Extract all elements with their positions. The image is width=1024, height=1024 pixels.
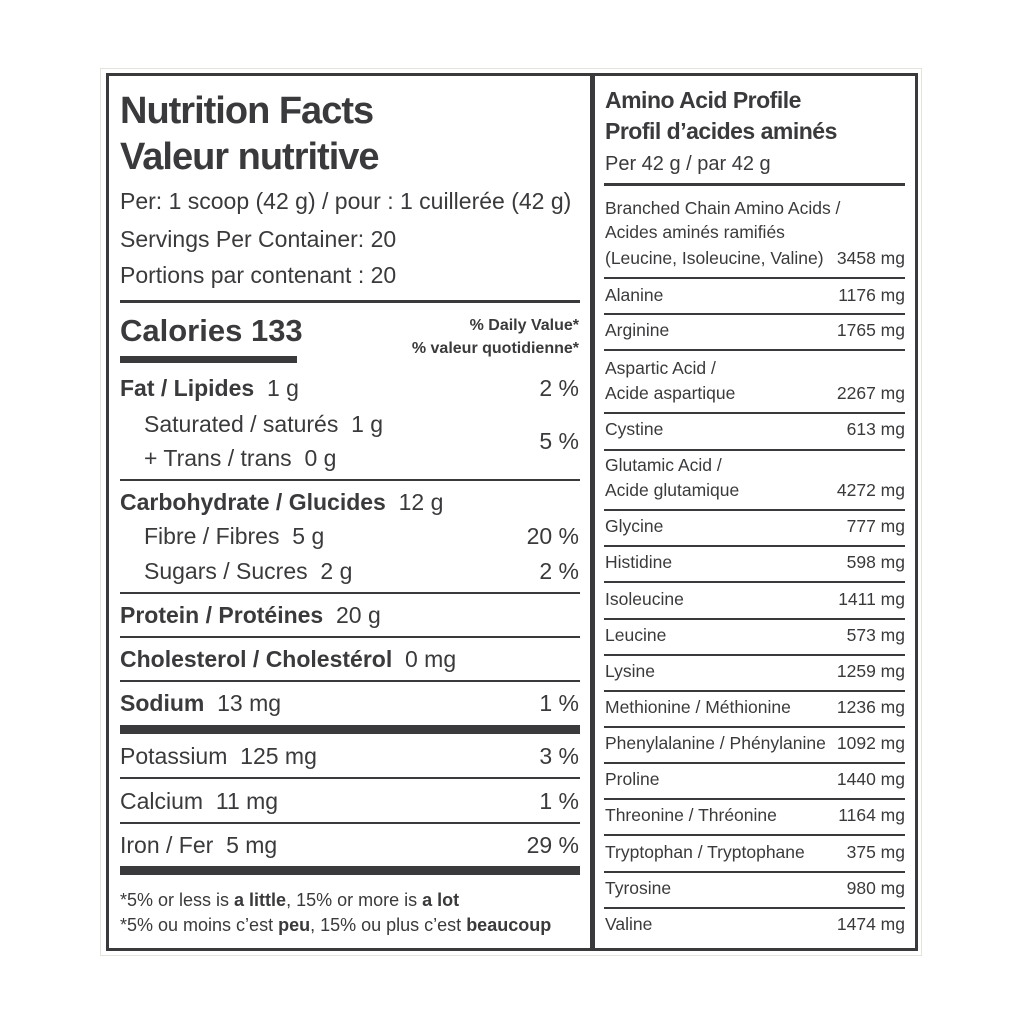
valine-label: Valine bbox=[605, 914, 653, 934]
potassium-amount: 125 mg bbox=[240, 743, 317, 769]
methionine-value: 1236 mg bbox=[836, 697, 905, 717]
saturated-label: Saturated / saturés bbox=[144, 411, 339, 437]
sat-trans-dv: 5 % bbox=[539, 428, 579, 454]
divider bbox=[604, 690, 905, 692]
nutrition-facts-title: Nutrition Facts bbox=[120, 90, 374, 132]
footnote-emphasis: peu bbox=[278, 915, 311, 935]
arginine-value: 1765 mg bbox=[836, 320, 905, 340]
divider bbox=[120, 680, 580, 682]
glutamic-value: 4272 mg bbox=[836, 480, 905, 500]
leucine-label: Leucine bbox=[605, 625, 667, 645]
lysine-value: 1259 mg bbox=[836, 661, 905, 681]
divider bbox=[604, 509, 905, 511]
methionine-label: Methionine / Méthionine bbox=[605, 697, 791, 717]
footnote-text: , 15% or more is bbox=[286, 890, 423, 910]
calcium-dv: 1 % bbox=[539, 788, 579, 814]
protein-amount: 20 g bbox=[336, 602, 381, 628]
histidine-value: 598 mg bbox=[846, 552, 905, 572]
tyrosine-value: 980 mg bbox=[846, 878, 905, 898]
aspartic-line1: Aspartic Acid / bbox=[605, 358, 716, 378]
iron-amount: 5 mg bbox=[226, 832, 278, 858]
sodium-row bbox=[120, 692, 281, 715]
divider bbox=[604, 349, 905, 351]
phenylalanine-value: 1092 mg bbox=[836, 733, 905, 753]
bcaa-line1: Branched Chain Amino Acids / bbox=[605, 198, 841, 218]
divider bbox=[120, 592, 580, 594]
divider bbox=[604, 545, 905, 547]
footnote-emphasis: a little bbox=[234, 890, 287, 910]
carbohydrate-label: Carbohydrate / Glucides bbox=[120, 489, 386, 515]
divider bbox=[604, 581, 905, 583]
calcium-row bbox=[120, 790, 278, 813]
glycine-value: 777 mg bbox=[846, 516, 905, 536]
threonine-label: Threonine / Thréonine bbox=[605, 805, 777, 825]
iron-row bbox=[120, 834, 277, 857]
tryptophan-label: Tryptophan / Tryptophane bbox=[605, 842, 805, 862]
tyrosine-label: Tyrosine bbox=[605, 878, 672, 898]
trans-label: + Trans / trans bbox=[144, 445, 292, 471]
thick-divider bbox=[120, 725, 580, 734]
sugars-dv: 2 % bbox=[539, 558, 579, 584]
divider bbox=[604, 449, 905, 451]
footnote-emphasis: beaucoup bbox=[466, 915, 552, 935]
leucine-value: 573 mg bbox=[846, 625, 905, 645]
fat-amount: 1 g bbox=[266, 375, 299, 401]
saturated-amount: 1 g bbox=[351, 411, 384, 437]
footnote-text: *5% ou moins c’est bbox=[120, 915, 279, 935]
sodium-label: Sodium bbox=[120, 690, 205, 716]
cystine-value: 613 mg bbox=[846, 419, 905, 439]
amino-per: Per 42 g / par 42 g bbox=[605, 153, 771, 175]
trans-amount: 0 g bbox=[304, 445, 337, 471]
glycine-label: Glycine bbox=[605, 516, 664, 536]
fibre-row bbox=[144, 525, 324, 548]
sugars-row bbox=[144, 560, 352, 583]
proline-value: 1440 mg bbox=[836, 769, 905, 789]
bcaa-line3: (Leucine, Isoleucine, Valine) bbox=[605, 248, 824, 268]
footnote-text: *5% or less is bbox=[120, 890, 235, 910]
fat-dv: 2 % bbox=[539, 375, 579, 401]
divider bbox=[604, 313, 905, 315]
phenylalanine-label: Phenylalanine / Phénylanine bbox=[605, 733, 826, 753]
proline-label: Proline bbox=[605, 769, 660, 789]
protein-label: Protein / Protéines bbox=[120, 602, 324, 628]
portions-par-contenant: Portions par contenant : 20 bbox=[120, 262, 397, 288]
fibre-amount: 5 g bbox=[292, 523, 325, 549]
daily-value-en: % Daily Value* bbox=[469, 317, 579, 334]
divider bbox=[604, 907, 905, 909]
sugars-label: Sugars / Sucres bbox=[144, 558, 308, 584]
serving-size: Per: 1 scoop (42 g) / pour : 1 cuillerée (42 g) bbox=[120, 188, 572, 214]
footnote-text: , 15% ou plus c’est bbox=[310, 915, 467, 935]
divider bbox=[604, 277, 905, 279]
iron-dv: 29 % bbox=[526, 832, 579, 858]
isoleucine-value: 1411 mg bbox=[838, 589, 905, 609]
arginine-label: Arginine bbox=[605, 320, 670, 340]
lysine-label: Lysine bbox=[605, 661, 655, 681]
bcaa-value: 3458 mg bbox=[836, 248, 905, 268]
divider bbox=[604, 871, 905, 873]
calories-underline bbox=[120, 356, 297, 363]
cystine-label: Cystine bbox=[605, 419, 664, 439]
aspartic-value: 2267 mg bbox=[836, 383, 905, 403]
potassium-row bbox=[120, 745, 317, 768]
divider bbox=[604, 762, 905, 764]
alanine-value: 1176 mg bbox=[838, 285, 905, 305]
protein-row bbox=[120, 604, 381, 627]
divider bbox=[120, 822, 580, 824]
histidine-label: Histidine bbox=[605, 552, 673, 572]
footnote-fr bbox=[120, 916, 551, 934]
divider bbox=[604, 412, 905, 414]
footnote-emphasis: a lot bbox=[422, 890, 460, 910]
amino-acid-title: Amino Acid Profile bbox=[605, 87, 801, 113]
divider bbox=[604, 183, 905, 186]
trans-row bbox=[144, 447, 336, 470]
divider bbox=[604, 726, 905, 728]
glutamic-line1: Glutamic Acid / bbox=[605, 455, 722, 475]
divider bbox=[120, 777, 580, 779]
cholesterol-label: Cholesterol / Cholestérol bbox=[120, 646, 393, 672]
tryptophan-value: 375 mg bbox=[846, 842, 905, 862]
sodium-amount: 13 mg bbox=[217, 690, 282, 716]
profil-acides-title: Profil d’acides aminés bbox=[605, 118, 837, 144]
glutamic-line2: Acide glutamique bbox=[605, 480, 740, 500]
divider bbox=[120, 479, 580, 481]
potassium-dv: 3 % bbox=[539, 743, 579, 769]
carbohydrate-amount: 12 g bbox=[398, 489, 444, 515]
divider bbox=[604, 834, 905, 836]
fat-row bbox=[120, 377, 299, 400]
threonine-value: 1164 mg bbox=[838, 805, 905, 825]
footnote-en bbox=[120, 891, 459, 909]
saturated-row bbox=[144, 413, 383, 436]
divider bbox=[604, 654, 905, 656]
divider bbox=[120, 300, 580, 303]
thick-divider bbox=[120, 866, 580, 875]
fibre-dv: 20 % bbox=[526, 523, 579, 549]
calcium-amount: 11 mg bbox=[215, 788, 279, 814]
aspartic-line2: Acide aspartique bbox=[605, 383, 736, 403]
fat-label: Fat / Lipides bbox=[120, 375, 255, 401]
carbohydrate-row bbox=[120, 491, 443, 514]
bcaa-line2: Acides aminés ramifiés bbox=[605, 222, 785, 242]
daily-value-fr: % valeur quotidienne* bbox=[411, 340, 579, 357]
cholesterol-amount: 0 mg bbox=[405, 646, 457, 672]
divider bbox=[604, 618, 905, 620]
divider bbox=[120, 636, 580, 638]
potassium-label: Potassium bbox=[120, 743, 228, 769]
valeur-nutritive-title: Valeur nutritive bbox=[120, 136, 379, 178]
valine-value: 1474 mg bbox=[836, 914, 905, 934]
divider bbox=[604, 798, 905, 800]
iron-label: Iron / Fer bbox=[120, 832, 214, 858]
sodium-dv: 1 % bbox=[539, 690, 579, 716]
sugars-amount: 2 g bbox=[320, 558, 353, 584]
calcium-label: Calcium bbox=[120, 788, 204, 814]
alanine-label: Alanine bbox=[605, 285, 664, 305]
calories: Calories 133 bbox=[120, 313, 303, 348]
fibre-label: Fibre / Fibres bbox=[144, 523, 280, 549]
servings-per-container: Servings Per Container: 20 bbox=[120, 226, 397, 252]
isoleucine-label: Isoleucine bbox=[605, 589, 684, 609]
cholesterol-row bbox=[120, 648, 456, 671]
